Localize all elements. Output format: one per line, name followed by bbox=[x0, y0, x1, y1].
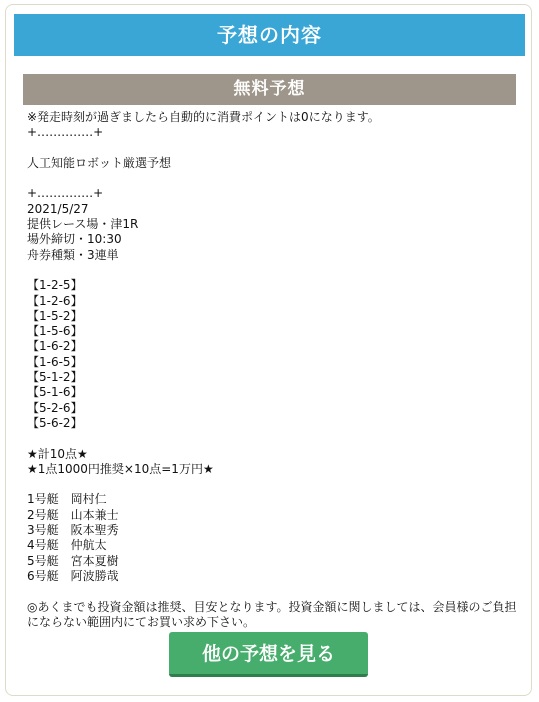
content-line bbox=[27, 477, 517, 492]
content-line: 【5-1-6】 bbox=[27, 385, 83, 400]
other-predictions-button[interactable]: 他の予想を見る bbox=[169, 632, 368, 677]
content-line: 2号艇 山本兼士 bbox=[27, 507, 119, 522]
content-line bbox=[27, 431, 517, 446]
content-line bbox=[27, 584, 517, 599]
content-line: 【1-6-2】 bbox=[27, 339, 83, 354]
content-line: ※発走時刻が過ぎましたら自動的に消費ポイントは0になります。 bbox=[27, 110, 380, 124]
content-line: 6号艇 阿波勝哉 bbox=[27, 568, 119, 583]
content-line: +‥‥‥‥‥‥‥+ bbox=[27, 186, 104, 201]
content-line: 【1-5-2】 bbox=[27, 308, 83, 323]
content-line: 【1-2-6】 bbox=[27, 293, 83, 308]
content-line: 【1-2-5】 bbox=[27, 278, 83, 293]
content-line: 3号艇 阪本聖秀 bbox=[27, 523, 119, 538]
content-line: 人工知能ロボット厳選予想 bbox=[27, 155, 172, 170]
content-line: 舟券種類・3連単 bbox=[27, 247, 119, 262]
content-line: ★計10点★ bbox=[27, 446, 88, 461]
content-line bbox=[27, 263, 517, 278]
content-line: +‥‥‥‥‥‥‥+ bbox=[27, 125, 104, 140]
content-line: 場外締切・10:30 bbox=[27, 232, 122, 247]
content-line: 【5-6-2】 bbox=[27, 415, 83, 430]
content-line: 【1-5-6】 bbox=[27, 324, 83, 339]
page-title: 予想の内容 bbox=[14, 14, 525, 56]
content-line: 2021/5/27 bbox=[27, 201, 89, 216]
prediction-content bbox=[27, 110, 517, 630]
notice-text: ◎あくまでも投資金額は推奨、目安となります。投資金額に関しましては、会員様のご負担にならない範囲内にてお買い求め下さい。 bbox=[27, 599, 517, 629]
content-line: 1号艇 岡村仁 bbox=[27, 492, 107, 507]
section-title: 無料予想 bbox=[23, 74, 516, 105]
content-line bbox=[27, 141, 517, 156]
content-line: 5号艇 宮本夏樹 bbox=[27, 553, 119, 568]
content-line: ★1点1000円推奨×10点=1万円★ bbox=[27, 461, 214, 476]
content-line bbox=[27, 171, 517, 186]
content-line: 【5-2-6】 bbox=[27, 400, 83, 415]
content-line: 4号艇 仲航太 bbox=[27, 538, 107, 553]
content-line: 【5-1-2】 bbox=[27, 370, 83, 385]
content-line: 【1-6-5】 bbox=[27, 354, 83, 369]
content-line: 提供レース場・津1R bbox=[27, 217, 139, 232]
